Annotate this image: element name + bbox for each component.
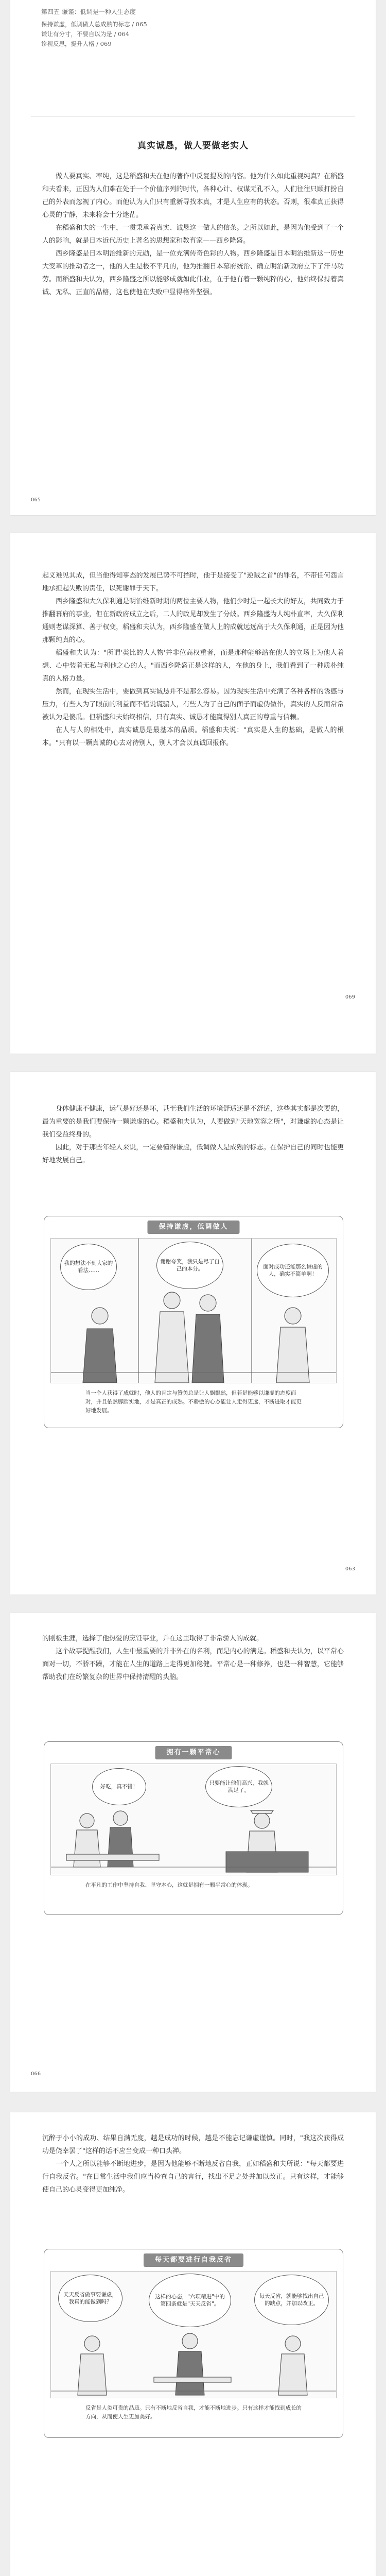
comic-scene <box>50 1238 337 1383</box>
page-number: 065 <box>31 497 41 503</box>
page-number: 066 <box>31 2071 41 2077</box>
paragraph: 身体健康不健康，运气是好还是坏，甚至我们生活的环境舒适还是不舒适，这些其实都是次要的，最为重要的是我们要保持一颗谦虚的心。稻盛和夫认为，人要做到"天地宽容之所"，对谦虚的心态是让我们受益终身的。 <box>42 1105 344 1139</box>
comic-scene <box>50 2271 337 2398</box>
illustration-banner: 每天都要进行自我反省 <box>144 2253 243 2267</box>
illustration-caption: 当一个人获得了成就时，他人的肯定与赞美总是让人飘飘然，但若是能够以谦虚的态度面对，并且依然脚踏实地，才是真正的成熟。不骄傲的心态能让人走得更远，不断进取才能更好地发展。 <box>85 1390 302 1414</box>
page-5 <box>10 2112 376 2576</box>
illustration-panel <box>44 1216 343 1428</box>
illustration-panel <box>44 1741 343 1915</box>
paragraph: 然而，在现实生活中，要做到真实诚恳并不是那么容易。因为现实生活中充满了各种各样的诱惑与压力，有些人为了眼前的利益而不惜说谎骗人，有些人为了自己的面子而虚伪做作，真实的人反而常常被认为是傻瓜。但稻盛和夫始终相信，只有真实、诚恳才能赢得别人真正的尊重与信赖。 <box>42 688 344 721</box>
page-number: 063 <box>345 1566 355 1572</box>
page-1 <box>10 0 376 515</box>
section-title: 真实诚恳，做人要做老实人 <box>137 141 249 151</box>
illustration-caption: 在平凡的工作中坚持自我、坚守本心，这就是拥有一颗平常心的体现。 <box>85 1882 253 1888</box>
illustration-banner: 保持谦虚，低调做人 <box>147 1221 239 1234</box>
comic-scene <box>50 1764 337 1875</box>
toc <box>41 20 147 49</box>
page-3 <box>10 1072 376 1595</box>
toc-item[interactable]: 诊视反思，提升人格 / 069 <box>41 40 112 47</box>
paragraph: 稻盛和夫认为："所谓'类比的大人物'并非位高权重者，而是那种能够站在他人的立场上为他人着想、心中装着无私与利他之心的人。"而西乡隆盛正是这样的人，在他的身上，我们看到了一种质朴纯真的人格力量。 <box>42 649 344 683</box>
paragraph: 在稻盛和夫的一生中，一贯秉承着真实、诚恳这一做人的信条。之所以如此，是因为他受到了一个人的影响，就是日本近代历史上著名的思想家和教育家——西乡隆盛。 <box>42 224 344 245</box>
paragraph: 沉醉于小小的成功、结果自满无度，越是成功的时候，越是不能忘记谦虚谨慎。同时，"我这次获得成功是侥幸罢了"这样的话不应当变成一种口头禅。 <box>42 2134 344 2155</box>
paragraph: 的刚板生涯，选择了他热爱的烹饪事业，并在这里取得了非常骄人的成就。 <box>42 1635 264 1642</box>
paragraph: 起义难见其成，但当他得知事态的发展已势不可挡时，他于是接受了"逆贼之首"的罪名，不带任何怨言地承担起失败的责任，以死谢罪于天下。 <box>42 572 344 592</box>
page-2 <box>10 533 376 1054</box>
speech-bubble: 谢谢夸奖，我只是尽了自己的本分。 <box>156 1242 223 1289</box>
illustration-panel <box>44 2249 343 2438</box>
speech-bubble: 只要能让他们高兴，我就满足了。 <box>205 1766 272 1807</box>
speech-bubble: 天天反省做事要谦虚，我真的能做到吗？ <box>58 2275 122 2322</box>
paragraph: 西乡隆盛是日本明治维新的元勋，是一位充满传奇色彩的人物。西乡隆盛是日本明治维新这一历史大变革的推动者之一，他的人生是极不平凡的，他为推翻日本幕府统治、确立明治新政府立下了汗马功劳。而稻盛和夫认为，西乡隆盛之所以能够成就如此伟业，在于他有着一颗纯粹的心，他始终保持着真诚、无私、正直的品格，这也使他在失败中显得格外坚强。 <box>42 250 344 296</box>
speech-bubble: 这样的心态，"六项精进"中的第四条就是"天天反省"。 <box>149 2274 231 2327</box>
paragraph: 西乡隆盛和大久保利通是明治维新时期的两位主要人物，他们少时是一起长大的好友，共同致力于推翻幕府的事业，但在新政府成立之后，二人的政见却发生了分歧。西乡隆盛为人纯朴直率，大久保利通则老谋深算、善于权变，稻盛和夫认为，西乡隆盛在做人上的成就远远高于大久保利通，正是因为他那颗纯真的心。 <box>42 598 344 644</box>
paragraph: 因此，对于那些年轻人来说，一定要懂得谦虚，低调做人是成熟的标志。在保护自己的同时也能更好地发展自己。 <box>42 1144 344 1164</box>
toc-item[interactable]: 保持谦虚，低调做人总成熟的标志 / 065 <box>41 21 147 28</box>
speech-bubble: 每天反省，就能够找出自己的缺点，并加以改正。 <box>254 2275 329 2325</box>
body-text <box>42 2132 344 2196</box>
speech-bubble: 好吃，真不错！ <box>92 1768 146 1805</box>
body-text <box>42 569 344 750</box>
paragraph: 一个人之所以能够不断地进步，是因为他能够不断地反省自我，正如稻盛和夫所说："每天都要进行自我反省。"在日常生活中我们应当检查自己的言行，找出不足之处并加以改正。只有这样，才能够使自己的心灵变得更加纯净。 <box>42 2160 344 2194</box>
body-text <box>42 170 344 299</box>
paragraph: 这个故事提醒我们，人生中最重要的并非外在的名利，而是内心的满足。稻盛和夫认为，以平常心面对一切，不骄不躁，才能在人生的道路上走得更加稳健。平常心是一种修养，也是一种智慧，它能够帮助我们在纷繁复杂的世界中保持清醒的头脑。 <box>42 1648 344 1681</box>
page-4 <box>10 1613 376 2092</box>
page-number: 069 <box>345 994 355 1000</box>
body-text <box>42 1103 344 1167</box>
paragraph: 在人与人的相处中，真实诚恳是最基本的品质。稻盛和夫说："真实是人生的基础，是做人的根本。"只有以一颗真诚的心去对待别人，别人才会以真诚回报你。 <box>42 726 344 747</box>
body-text <box>42 1632 344 1684</box>
speech-bubble: 我的想法不到大家的看法…… <box>60 1244 117 1290</box>
illustration-caption: 反省是人类可贵的品质。只有不断地反省自我，才能不断地进步。只有这样才能找到成长的方向，从而使人生更加美好。 <box>85 2405 302 2420</box>
chapter-header: 第四五 谦谨：低调是一种人生态度 <box>41 8 136 15</box>
paragraph: 做人要真实、率纯，这是稻盛和夫在他的著作中反复提及的内容。他为什么如此重视纯真？在稻盛和夫看来，正因为人们难在处于一个价值序列的时代，各种心计、权谋无孔不入，人们往往只顾打扮自己的外表而忽视了内心。而他认为人们只有重新寻找本真，才是人生应有的状态。否则，很难真正获得心灵的宁静，未来将会十分迷茫。 <box>42 173 344 219</box>
toc-item[interactable]: 谦让有分寸，不要自以为是 / 064 <box>41 30 130 38</box>
illustration-banner: 拥有一颗平常心 <box>155 1746 232 1759</box>
speech-bubble: 面对成功还能那么谦虚的人，确实不简单啊！ <box>257 1244 329 1297</box>
